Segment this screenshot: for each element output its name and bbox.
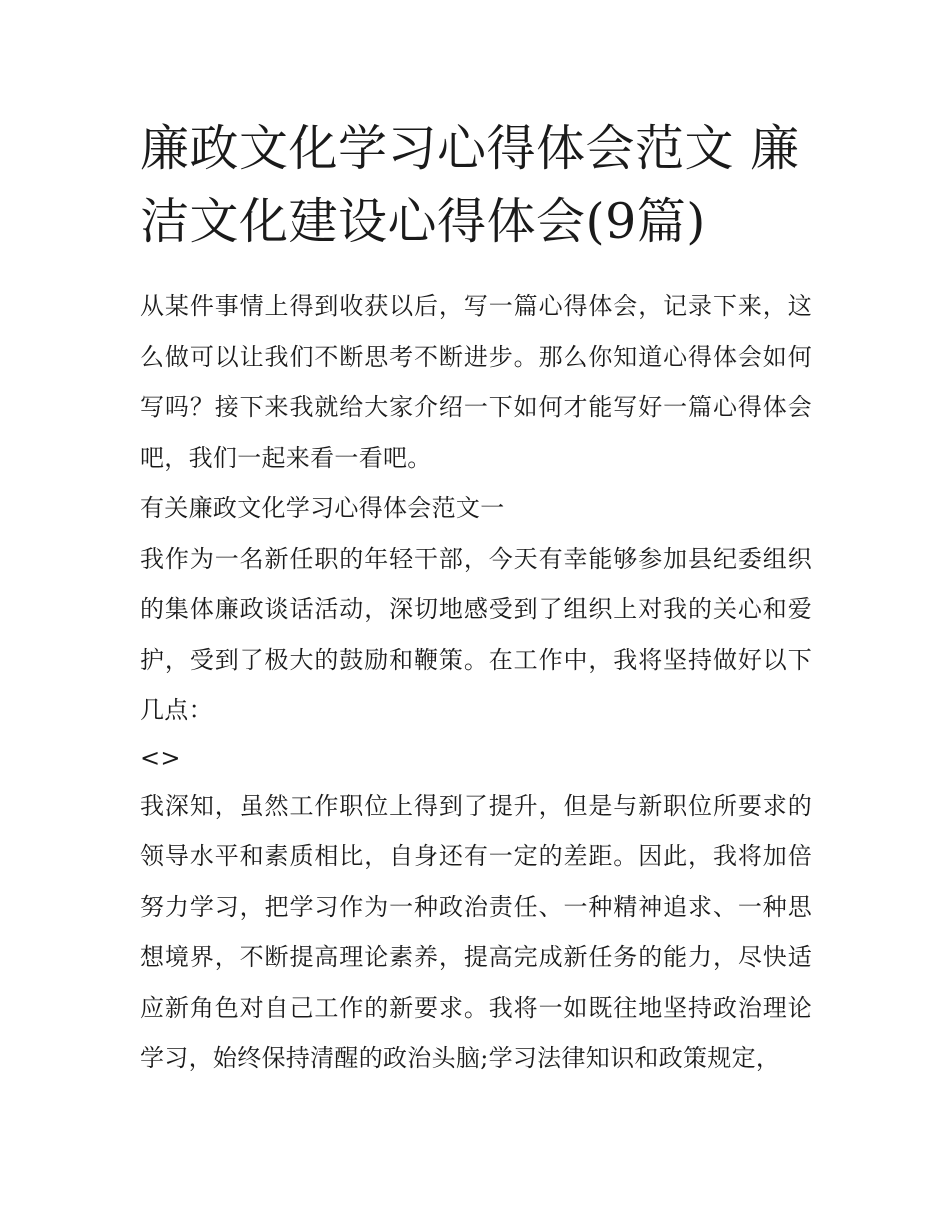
intro-paragraph: 从某件事情上得到收获以后，写一篇心得体会，记录下来，这么做可以让我们不断思考不断进步。那么你知道心得体会如何写吗？接下来我就给大家介绍一下如何才能写好一篇心得体会吧，我们一起来看一看吧。 xyxy=(140,292,812,472)
body-paragraph: 我深知，虽然工作职位上得到了提升，但是与新职位所要求的领导水平和素质相比，自身还有一定的差距。因此，我将加倍努力学习，把学习作为一种政治责任、一种精神追求、一种思想境界，不断提高理论素养，提高完成新任务的能力，尽快适应新角色对自己工作的新要求。我将一如既往地坚持政治理论学习，始终保持清醒的政治头脑;学习法律知识和政策规定， xyxy=(140,791,812,1072)
body-paragraph: 我作为一名新任职的年轻干部，今天有幸能够参加县纪委组织的集体廉政谈话活动，深切地感受到了组织上对我的关心和爱护，受到了极大的鼓励和鞭策。在工作中，我将坚持做好以下几点： xyxy=(140,544,812,724)
document-title: 廉政文化学习心得体会范文 廉洁文化建设心得体会(9篇) xyxy=(140,120,800,250)
section-heading: 有关廉政文化学习心得体会范文一 xyxy=(140,494,505,522)
placeholder-marker: <> xyxy=(140,743,181,772)
document-page xyxy=(140,112,812,1084)
